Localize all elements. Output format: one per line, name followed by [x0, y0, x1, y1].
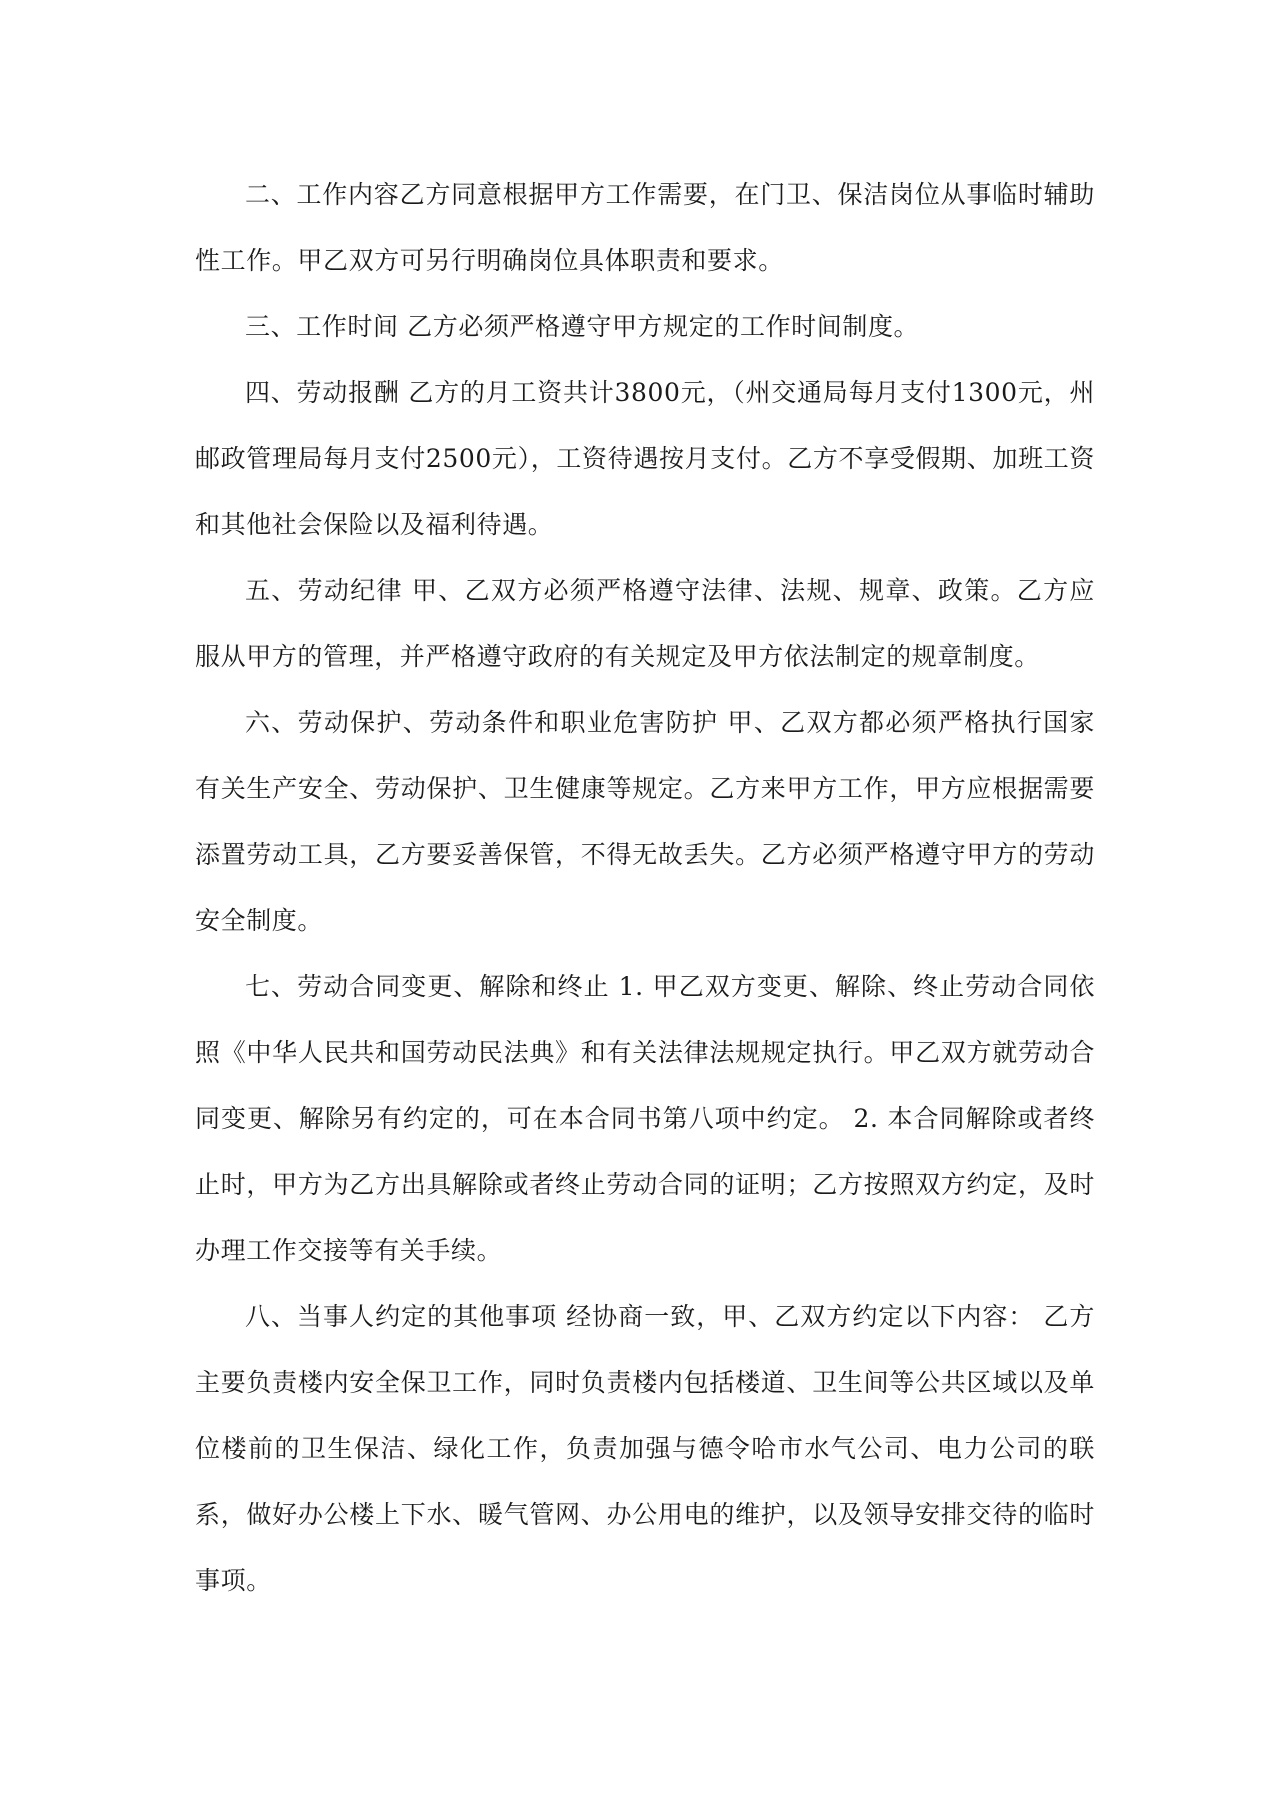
document-page: [195, 162, 1095, 1614]
paragraph-work-content: 二、工作内容乙方同意根据甲方工作需要，在门卫、保洁岗位从事临时辅助性工作。甲乙双方可另行明确岗位具体职责和要求。: [195, 180, 1095, 275]
paragraph-remuneration: 四、劳动报酬 乙方的月工资共计3800元，（州交通局每月支付1300元，州邮政管理局每月支付2500元），工资待遇按月支付。乙方不享受假期、加班工资和其他社会保险以及福利待遇。: [195, 378, 1095, 539]
paragraph-discipline: 五、劳动纪律 甲、乙双方必须严格遵守法律、法规、规章、政策。乙方应服从甲方的管理，并严格遵守政府的有关规定及甲方依法制定的规章制度。: [195, 576, 1095, 671]
paragraph-work-hours: 三、工作时间 乙方必须严格遵守甲方规定的工作时间制度。: [245, 312, 920, 341]
paragraph-other-matters: 八、当事人约定的其他事项 经协商一致，甲、乙双方约定以下内容： 乙方主要负责楼内安全保卫工作，同时负责楼内包括楼道、卫生间等公共区域以及单位楼前的卫生保洁、绿化工作，负责加强与德令哈市水气公司、电力公司的联系，做好办公楼上下水、暖气管网、办公用电的维护，以及领导安排交待的临时事项。: [195, 1302, 1095, 1595]
paragraph-contract-termination: 七、劳动合同变更、解除和终止 1. 甲乙双方变更、解除、终止劳动合同依照《中华人民共和国劳动民法典》和有关法律法规规定执行。甲乙双方就劳动合同变更、解除另有约定的，可在本合同书第八项中约定。 2. 本合同解除或者终止时，甲方为乙方出具解除或者终止劳动合同的证明；乙方按照双方约定，及时办理工作交接等有关手续。: [195, 972, 1095, 1265]
paragraph-labor-protection: 六、劳动保护、劳动条件和职业危害防护 甲、乙双方都必须严格执行国家有关生产安全、劳动保护、卫生健康等规定。乙方来甲方工作，甲方应根据需要添置劳动工具，乙方要妥善保管，不得无故丢失。乙方必须严格遵守甲方的劳动安全制度。: [195, 708, 1095, 935]
